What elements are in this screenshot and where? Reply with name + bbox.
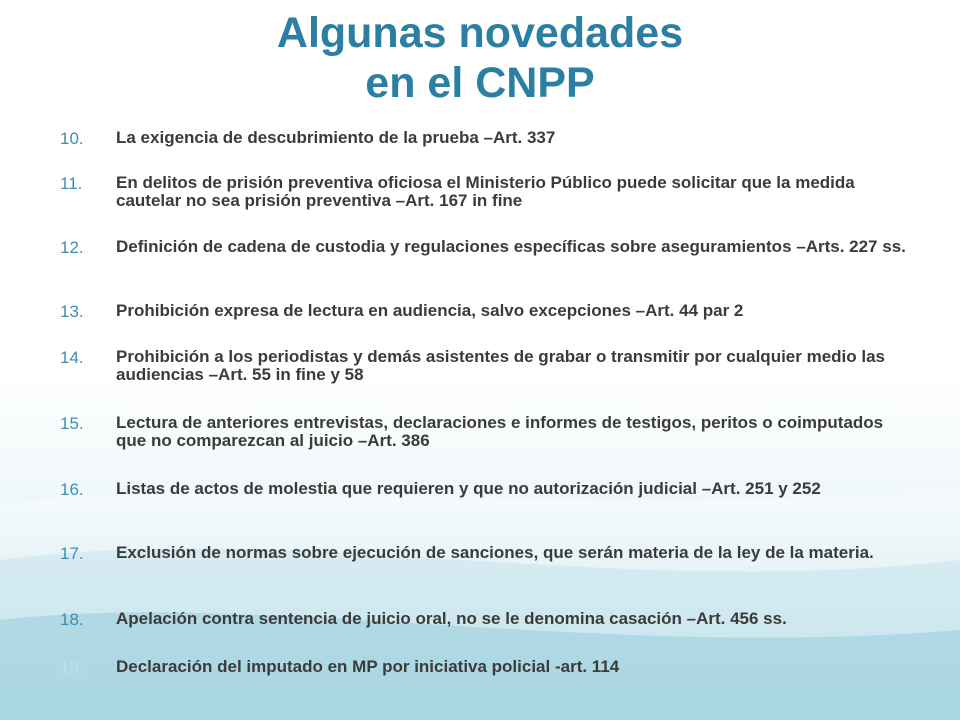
item-text: La exigencia de descubrimiento de la prueba –Art. 337 <box>116 128 556 147</box>
item-text: Prohibición a los periodistas y demás asistentes de grabar o transmitir por cualquier medio las audiencias –Art. 55 in fine y 58 <box>116 347 886 384</box>
item-number: 10. <box>60 129 84 148</box>
list-item <box>60 302 920 321</box>
item-number: 18. <box>60 610 84 629</box>
item-number: 15. <box>60 414 84 433</box>
item-text: Apelación contra sentencia de juicio oral, no se le denomina casación –Art. 456 ss. <box>116 609 787 628</box>
list-item <box>60 414 920 450</box>
item-number: 12. <box>60 238 84 257</box>
item-number: 17. <box>60 544 84 563</box>
title-line-1: Algunas novedades <box>276 9 684 57</box>
list-item <box>60 174 920 210</box>
item-number: 14. <box>60 348 84 367</box>
item-text: En delitos de prisión preventiva oficiosa el Ministerio Público puede solicitar que la medida cautelar no sea prisión preventiva –Art. 167 in fine <box>116 173 855 210</box>
list-item <box>60 129 920 148</box>
list-item <box>60 544 920 563</box>
item-number: 11. <box>60 174 83 193</box>
item-text: Listas de actos de molestia que requieren y que no autorización judicial –Art. 251 y 252 <box>116 479 821 498</box>
item-text: Declaración del imputado en MP por iniciativa policial -art. 114 <box>116 657 620 676</box>
item-number: 16. <box>60 480 84 499</box>
item-text: Prohibición expresa de lectura en audiencia, salvo excepciones –Art. 44 par 2 <box>116 301 744 320</box>
list-item <box>60 238 920 257</box>
title-line-2: en el CNPP <box>365 59 595 107</box>
item-number: 13. <box>60 302 84 321</box>
item-number: 19. <box>60 658 84 677</box>
list-item <box>60 348 920 384</box>
item-text: Exclusión de normas sobre ejecución de sanciones, que serán materia de la ley de la materia. <box>116 543 874 562</box>
item-text: Definición de cadena de custodia y regulaciones específicas sobre aseguramientos –Arts. 227 ss. <box>116 237 906 256</box>
slide-title <box>0 8 960 108</box>
list-item <box>60 480 920 499</box>
list-item <box>60 610 920 629</box>
list-item <box>60 658 920 677</box>
item-text: Lectura de anteriores entrevistas, declaraciones e informes de testigos, peritos o coimputados que no comparezcan al juicio –Art. 386 <box>116 413 884 450</box>
